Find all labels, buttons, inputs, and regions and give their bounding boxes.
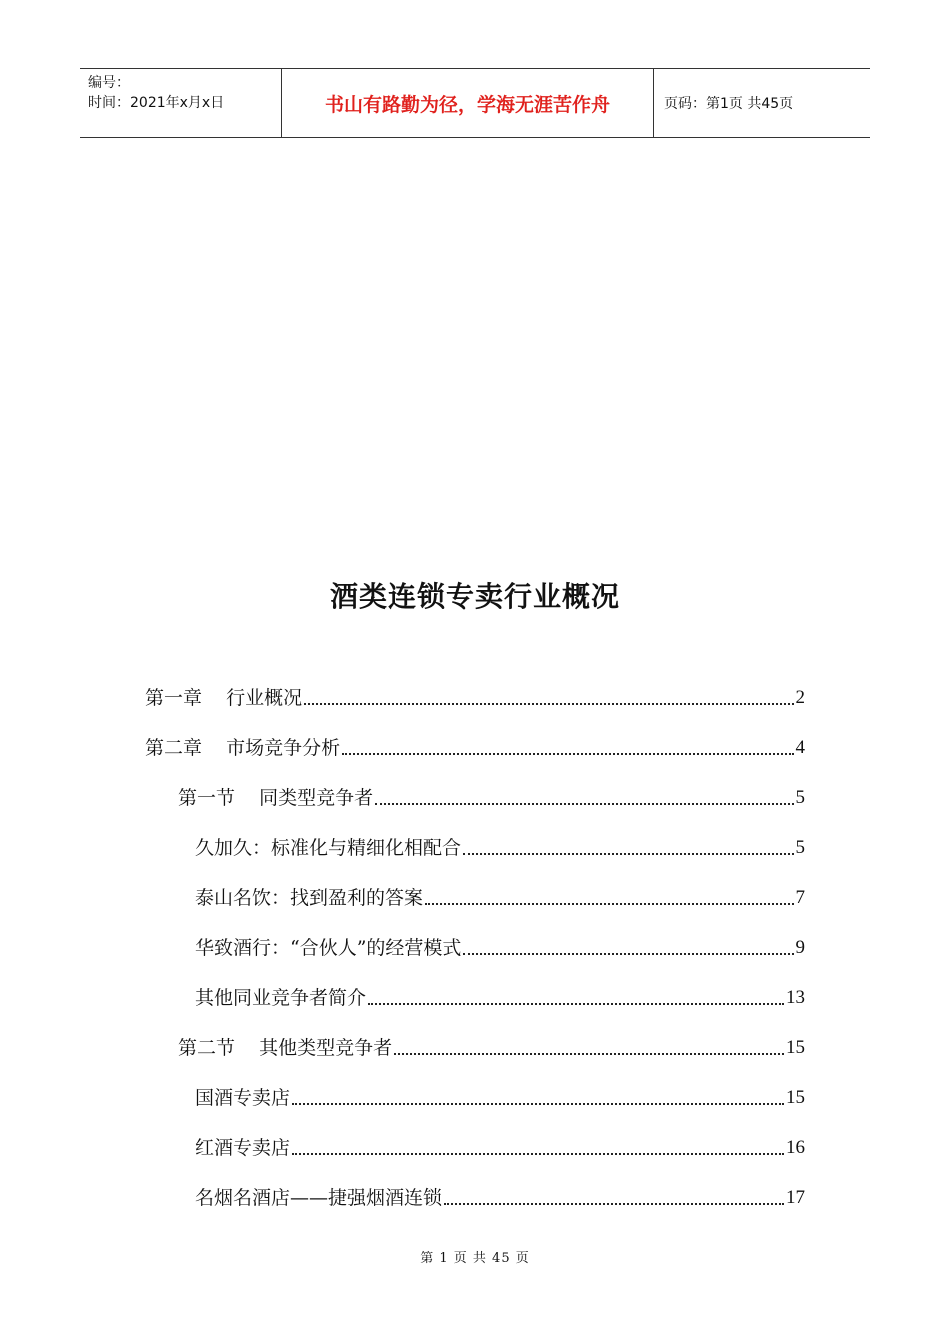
toc-leader xyxy=(292,1153,784,1155)
header-motto: 书山有路勤为径，学海无涯苦作舟 xyxy=(281,69,654,137)
toc-entry[interactable] xyxy=(195,980,805,1010)
toc-entry-page: 15 xyxy=(786,1037,805,1058)
toc-leader xyxy=(425,903,793,905)
toc-entry[interactable] xyxy=(145,730,805,760)
toc-entry-page: 2 xyxy=(795,687,805,708)
page-header xyxy=(80,68,870,138)
header-page-info: 页码：第1页 共45页 xyxy=(664,96,794,112)
toc-entry-page: 4 xyxy=(795,737,805,758)
toc-entry-page: 5 xyxy=(795,787,805,808)
toc-entry-page: 9 xyxy=(795,937,805,958)
toc-entry-page: 15 xyxy=(786,1087,805,1108)
toc-entry[interactable] xyxy=(195,930,805,960)
toc-entry-label: 泰山名饮：找到盈利的答案 xyxy=(195,887,424,909)
toc-leader xyxy=(444,1203,784,1205)
toc-entry[interactable] xyxy=(195,1130,805,1160)
toc-entry[interactable] xyxy=(178,780,805,810)
toc-entry-page: 16 xyxy=(786,1137,805,1158)
toc-entry-label: 其他同业竞争者简介 xyxy=(195,987,367,1009)
toc-leader xyxy=(342,753,793,755)
toc-entry-page: 13 xyxy=(786,987,805,1008)
toc-leader xyxy=(304,703,793,705)
toc-leader xyxy=(394,1053,784,1055)
toc-entry[interactable] xyxy=(195,880,805,910)
toc-entry-page: 7 xyxy=(795,887,805,908)
toc-entry-page: 17 xyxy=(786,1187,805,1208)
toc-entry[interactable] xyxy=(195,1080,805,1110)
toc-entry[interactable] xyxy=(195,1180,805,1210)
toc-entry-label: 名烟名酒店——捷强烟酒连锁 xyxy=(195,1187,443,1209)
toc-entry-page: 5 xyxy=(795,837,805,858)
toc-entry-label: 第一章 行业概况 xyxy=(145,687,303,709)
toc-entry-label: 第二节 其他类型竞争者 xyxy=(178,1037,393,1059)
toc-leader xyxy=(368,1003,784,1005)
toc-leader xyxy=(463,853,793,855)
toc-entry-label: 久加久：标准化与精细化相配合 xyxy=(195,837,462,859)
toc-leader xyxy=(375,803,793,805)
toc-entry-label: 红酒专卖店 xyxy=(195,1137,291,1159)
toc-entry[interactable] xyxy=(145,680,805,710)
toc-leader xyxy=(292,1103,784,1105)
page-footer: 第 1 页 共 45 页 xyxy=(420,1251,530,1266)
header-meta xyxy=(80,69,281,137)
toc-entry[interactable] xyxy=(195,830,805,860)
document-number: 编号： xyxy=(88,75,130,91)
toc-entry-label: 华致酒行：“合伙人”的经营模式 xyxy=(195,937,462,959)
toc-entry[interactable] xyxy=(178,1030,805,1060)
document-title: 酒类连锁专卖行业概况 xyxy=(329,580,620,613)
document-date: 时间：2021年x月x日 xyxy=(88,95,225,111)
toc-entry-label: 第二章 市场竞争分析 xyxy=(145,737,341,759)
toc-entry-label: 国酒专卖店 xyxy=(195,1087,291,1109)
toc-leader xyxy=(463,953,793,955)
toc-entry-label: 第一节 同类型竞争者 xyxy=(178,787,374,809)
